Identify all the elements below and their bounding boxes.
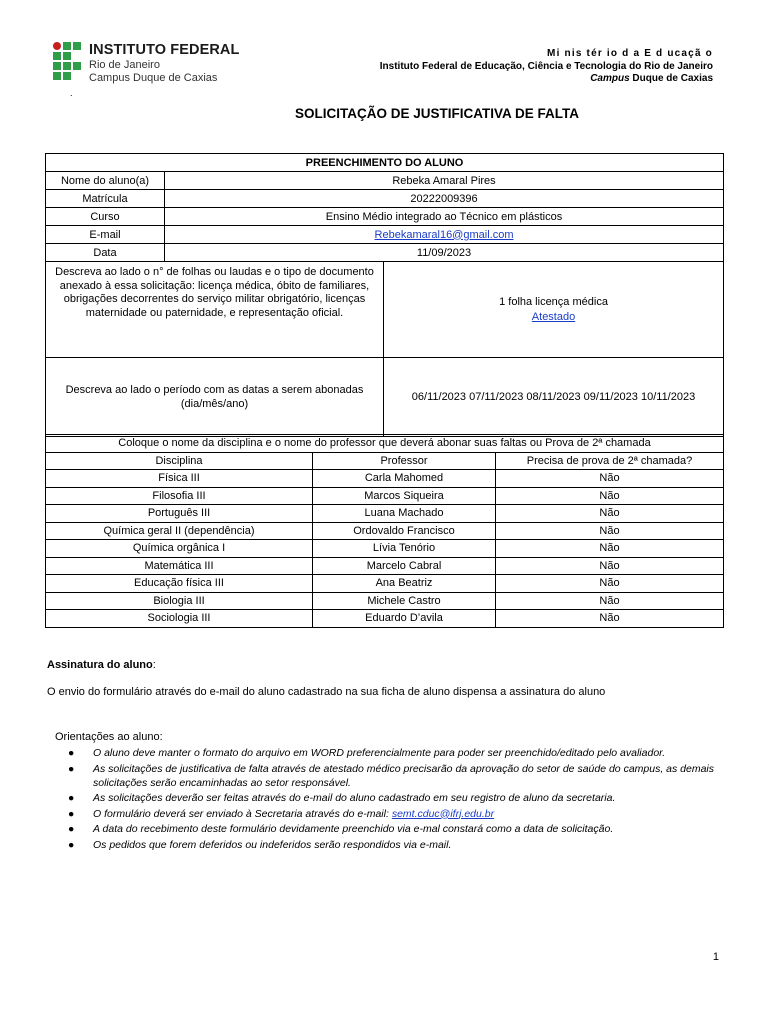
campus-word: Campus (590, 73, 630, 84)
discipline-cell[interactable]: Sociologia III (46, 610, 313, 628)
bullet-icon: ● (68, 762, 75, 775)
list-item (60, 807, 730, 821)
table-row (46, 505, 724, 523)
table-row (46, 610, 724, 628)
page-number: 1 (712, 951, 719, 963)
second-exam-cell[interactable]: Não (496, 575, 724, 593)
professor-cell[interactable]: Ana Beatriz (313, 575, 496, 593)
table-row (46, 522, 724, 540)
if-logo-icon (53, 42, 83, 82)
professor-cell[interactable]: Luana Machado (313, 505, 496, 523)
field-value-date[interactable]: 11/09/2023 (165, 244, 724, 262)
list-item-text: O formulário deverá ser enviado à Secretaria através do e-mail: (93, 807, 392, 820)
field-label: E-mail (46, 226, 165, 244)
table-header-row (46, 452, 724, 470)
institute-name: Instituto Federal de Educação, Ciência e Tecnologia do Rio de Janeiro (379, 60, 713, 72)
list-item (60, 838, 730, 852)
discipline-cell[interactable]: Filosofia III (46, 487, 313, 505)
field-value-email[interactable] (165, 226, 724, 244)
field-row-course (46, 208, 724, 226)
table-row (46, 470, 724, 488)
signature-label-text: Assinatura do aluno (47, 659, 153, 671)
institution-logo (53, 42, 240, 90)
ministry-header (380, 48, 713, 86)
period-prompt: Descreva ao lado o período com as datas a serem abonadas (dia/mês/ano) (46, 358, 384, 437)
field-row-email (46, 226, 724, 244)
second-exam-cell[interactable]: Não (496, 557, 724, 575)
column-header: Disciplina (46, 452, 313, 470)
field-value-name[interactable]: Rebeka Amaral Pires (165, 172, 724, 190)
list-item-text: A data do recebimento deste formulário devidamente preenchido via e-mal constará como a data de solicitação. (93, 823, 614, 835)
attachment-link[interactable]: Atestado (531, 311, 576, 323)
professor-cell[interactable]: Michele Castro (313, 592, 496, 610)
signature-label (47, 659, 156, 671)
professor-cell[interactable]: Carla Mahomed (313, 470, 496, 488)
list-item-text: Os pedidos que forem deferidos ou indeferidos serão respondidos via e-mail. (93, 838, 452, 851)
docs-value: 1 folha licença médica (499, 296, 608, 308)
orientations-list (60, 746, 730, 853)
table-row (46, 592, 724, 610)
disciplines-instruction: Coloque o nome da disciplina e o nome do professor que deverá abonar suas faltas ou Prova de 2ª chamada (46, 435, 724, 453)
field-label: Nome do aluno(a) (46, 172, 165, 190)
field-value-registration[interactable]: 20222009396 (165, 190, 724, 208)
second-exam-cell[interactable]: Não (496, 540, 724, 558)
table-row (46, 540, 724, 558)
second-exam-cell[interactable]: Não (496, 487, 724, 505)
field-row-registration (46, 190, 724, 208)
field-label: Curso (46, 208, 165, 226)
docs-row (46, 262, 724, 358)
table-row (46, 487, 724, 505)
professor-cell[interactable]: Ordovaldo Francisco (313, 522, 496, 540)
table-row (46, 575, 724, 593)
second-exam-cell[interactable]: Não (496, 505, 724, 523)
list-item-text: As solicitações deverão ser feitas através do e-mail do aluno cadastrado em seu registro de aluno da secretaria. (93, 792, 616, 804)
second-exam-cell[interactable]: Não (496, 592, 724, 610)
signature-note: O envio do formulário através do e-mail do aluno cadastrado na sua ficha de aluno dispensa a assinatura do aluno (47, 686, 606, 698)
decor-dot: . (70, 88, 73, 98)
field-row-date (46, 244, 724, 262)
professor-cell[interactable]: Marcos Siqueira (313, 487, 496, 505)
discipline-cell[interactable]: Português III (46, 505, 313, 523)
logo-subtitle-state: Rio de Janeiro (89, 59, 160, 71)
bullet-icon: ● (68, 823, 75, 835)
second-exam-cell[interactable]: Não (496, 522, 724, 540)
secretary-email-link[interactable]: semt.cduc@ifrj.edu.br (391, 807, 495, 820)
field-label: Matrícula (46, 190, 165, 208)
field-value-course[interactable]: Ensino Médio integrado ao Técnico em plásticos (165, 208, 724, 226)
campus-line (380, 73, 713, 86)
docs-value-cell[interactable] (384, 262, 724, 358)
discipline-cell[interactable]: Física III (46, 470, 313, 488)
professor-cell[interactable]: Eduardo D’avila (313, 610, 496, 628)
list-item (60, 762, 730, 790)
list-item (60, 822, 730, 836)
field-row-name (46, 172, 724, 190)
student-form-table (45, 153, 724, 437)
column-header: Precisa de prova de 2ª chamada? (496, 452, 724, 470)
bullet-icon: ● (68, 792, 75, 804)
bullet-icon: ● (68, 838, 75, 851)
list-item-text: O aluno deve manter o formato do arquivo em WORD preferencialmente para poder ser preenchido/editado pelo avaliador. (93, 747, 666, 759)
ministry-name: Mi nis tér io d a E d ucaçã o (547, 48, 713, 59)
discipline-cell[interactable]: Química geral II (dependência) (46, 522, 313, 540)
column-header: Professor (313, 452, 496, 470)
section-title: PREENCHIMENTO DO ALUNO (46, 154, 724, 172)
orientations-title: Orientações ao aluno: (55, 731, 163, 743)
period-value[interactable]: 06/11/2023 07/11/2023 08/11/2023 09/11/2023 10/11/2023 (384, 358, 724, 437)
professor-cell[interactable]: Marcelo Cabral (313, 557, 496, 575)
docs-prompt: Descreva ao lado o n° de folhas ou laudas e o tipo de documento anexado à essa solicitação: licença médica, óbito de familiares, obrigações decorrentes do serviço militar obrigatório, licenças maternidade ou paternidade, e representação oficial. (46, 262, 384, 358)
disciplines-table (45, 434, 724, 628)
discipline-cell[interactable]: Química orgânica I (46, 540, 313, 558)
logo-subtitle-campus: Campus Duque de Caxias (89, 72, 218, 84)
discipline-cell[interactable]: Matemática III (46, 557, 313, 575)
signature-colon: : (152, 659, 156, 671)
list-item (60, 791, 730, 805)
field-label: Data (46, 244, 165, 262)
campus-name: Duque de Caxias (629, 73, 713, 84)
period-row (46, 358, 724, 437)
table-row (46, 557, 724, 575)
second-exam-cell[interactable]: Não (496, 470, 724, 488)
list-item-text: As solicitações de justificativa de falta através de atestado médico precisarão da aprovação do setor de saúde do campus, as demais solicitações serão encaminhadas ao setor responsável. (93, 762, 715, 789)
professor-cell[interactable]: Lívia Tenório (313, 540, 496, 558)
email-link[interactable]: Rebekamaral16@gmail.com (374, 228, 514, 241)
bullet-icon: ● (68, 807, 75, 820)
discipline-cell[interactable]: Biologia III (46, 592, 313, 610)
bullet-icon: ● (68, 747, 75, 759)
second-exam-cell[interactable]: Não (496, 610, 724, 628)
list-item (60, 746, 730, 760)
logo-name: INSTITUTO FEDERAL (89, 42, 240, 58)
page-title: SOLICITAÇÃO DE JUSTIFICATIVA DE FALTA (295, 106, 579, 121)
discipline-cell[interactable]: Educação física III (46, 575, 313, 593)
